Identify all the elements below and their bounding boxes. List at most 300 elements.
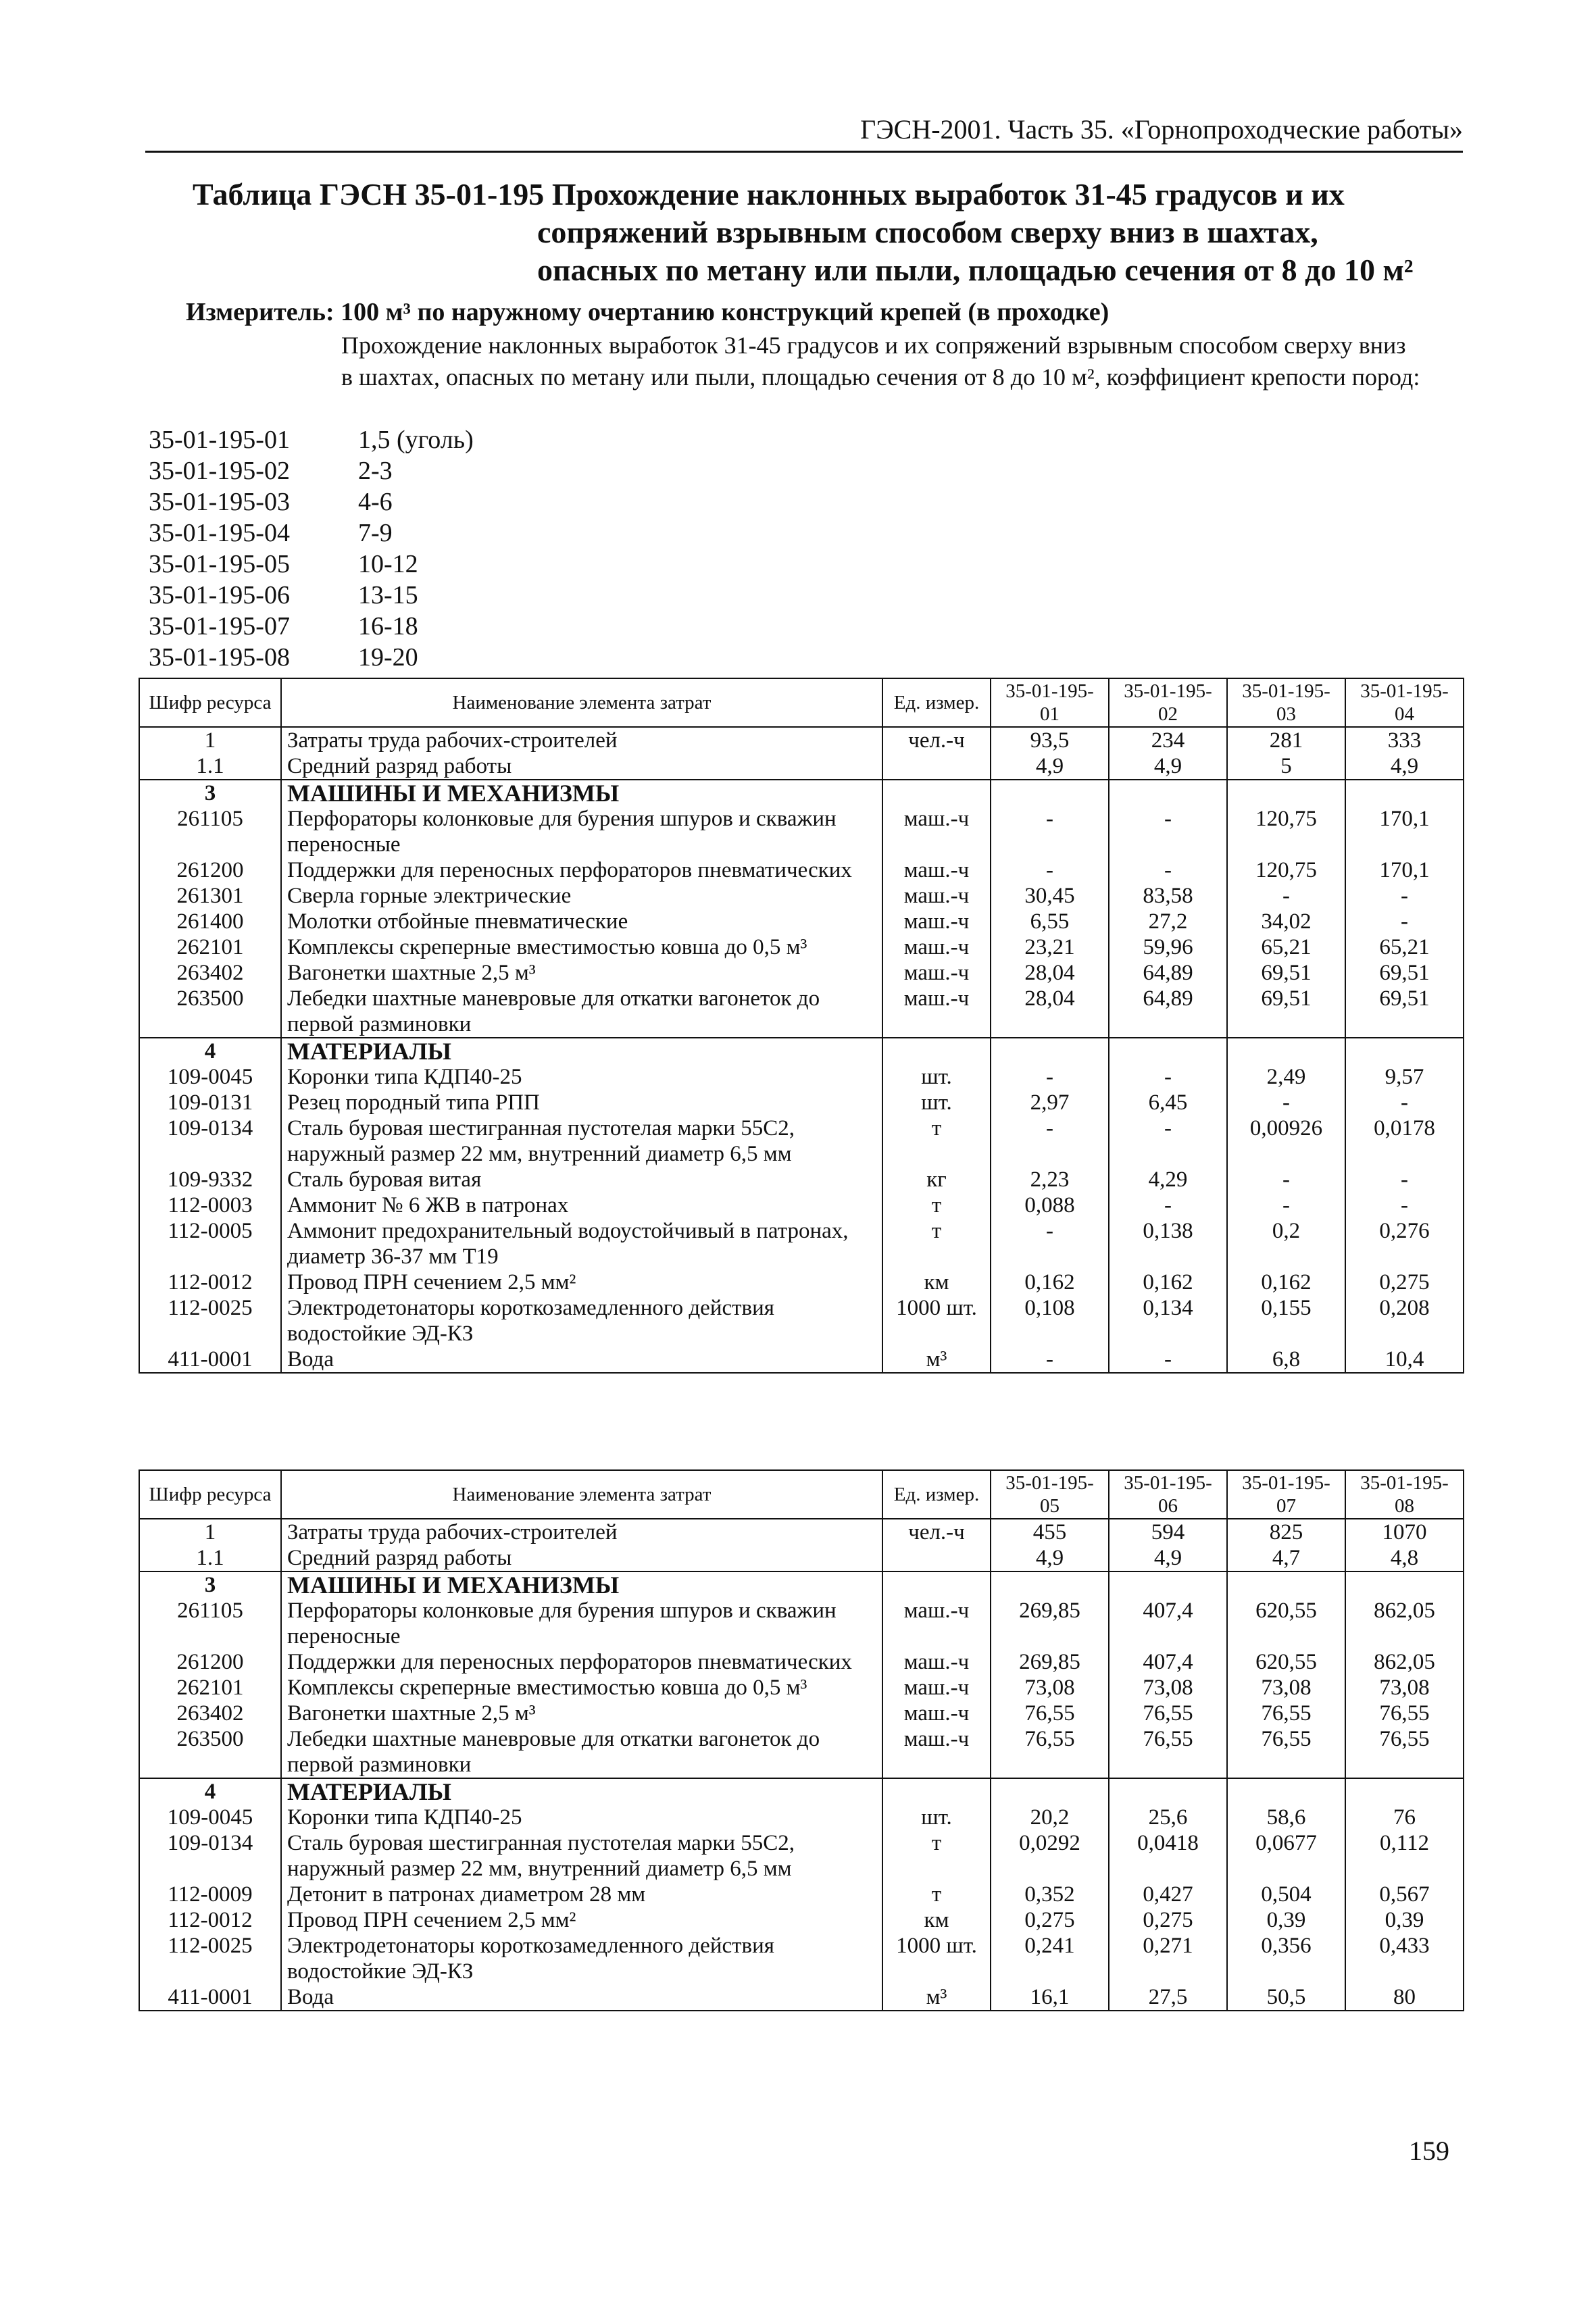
norm-code: 35-01-195-05	[149, 550, 290, 578]
resource-code: 112-0025	[139, 1295, 281, 1347]
norm-value	[1345, 780, 1464, 806]
norm-value: 862,05	[1345, 1598, 1464, 1649]
norm-value: 407,4	[1109, 1649, 1227, 1675]
norm-value: 50,5	[1227, 1984, 1345, 2011]
norm-code: 35-01-195-06	[149, 581, 290, 609]
table-row	[139, 1726, 1464, 1778]
norm-value: -	[1345, 1167, 1464, 1192]
unit: маш.-ч	[882, 986, 991, 1038]
norm-value: -	[991, 1347, 1109, 1373]
norm-value: 2,23	[991, 1167, 1109, 1192]
resource-code: 4	[139, 1778, 281, 1805]
norm-value: 620,55	[1227, 1598, 1345, 1649]
rock-hardness-value: 7-9	[358, 519, 393, 547]
norm-value: 10,4	[1345, 1347, 1464, 1373]
unit: кг	[882, 1167, 991, 1192]
norm-value: -	[1109, 1347, 1227, 1373]
cost-element-name: Затраты труда рабочих-строителей	[281, 1519, 882, 1545]
norm-value: 594	[1109, 1519, 1227, 1545]
table-row	[139, 909, 1464, 934]
header-unit: Ед. измер.	[882, 1470, 991, 1519]
norm-value: 23,21	[991, 934, 1109, 960]
header-col-3: 35-01-195-07	[1227, 1470, 1345, 1519]
norm-value	[1227, 1778, 1345, 1805]
unit: т	[882, 1830, 991, 1882]
norm-value: -	[991, 1218, 1109, 1269]
norm-value: -	[1109, 857, 1227, 883]
norm-value: 76,55	[991, 1726, 1109, 1778]
code-list-item	[149, 549, 474, 580]
resource-code: 1.1	[139, 753, 281, 780]
cost-element-name: Аммонит предохранительный водоустойчивый в патронах, диаметр 36-37 мм Т19	[281, 1218, 882, 1269]
cost-element-name: Перфораторы колонковые для бурения шпуров и скважин переносные	[281, 806, 882, 857]
norm-value	[991, 1571, 1109, 1598]
norm-value: -	[1109, 1115, 1227, 1167]
resource-code: 109-0134	[139, 1115, 281, 1167]
table-row	[139, 1933, 1464, 1984]
norm-value: 9,57	[1345, 1064, 1464, 1090]
resource-code: 411-0001	[139, 1984, 281, 2011]
cost-element-name: Комплексы скреперные вместимостью ковша до 0,5 м³	[281, 1675, 882, 1701]
norm-value: 28,04	[991, 986, 1109, 1038]
norm-value: 0,276	[1345, 1218, 1464, 1269]
cost-element-name: Поддержки для переносных перфораторов пневматических	[281, 1649, 882, 1675]
table-title	[193, 176, 1463, 289]
norm-code: 35-01-195-07	[149, 612, 290, 640]
norm-value: 0,0178	[1345, 1115, 1464, 1167]
norm-value	[1345, 1571, 1464, 1598]
unit: маш.-ч	[882, 1649, 991, 1675]
table-row	[139, 1295, 1464, 1347]
norm-value: 20,2	[991, 1805, 1109, 1830]
norm-value: 281	[1227, 727, 1345, 753]
norm-value	[1227, 1571, 1345, 1598]
cost-element-name: Сверла горные электрические	[281, 883, 882, 909]
section-title: МАШИНЫ И МЕХАНИЗМЫ	[281, 1571, 882, 1598]
table-row	[139, 1545, 1464, 1571]
cost-element-name: Электродетонаторы короткозамедленного действия водостойкие ЭД-КЗ	[281, 1295, 882, 1347]
norm-value: 4,9	[1345, 753, 1464, 780]
resource-code: 262101	[139, 934, 281, 960]
norm-value: 27,2	[1109, 909, 1227, 934]
cost-element-name: Молотки отбойные пневматические	[281, 909, 882, 934]
cost-element-name: Сталь буровая шестигранная пустотелая марки 55С2, наружный размер 22 мм, внутренний диаметр 6,5 мм	[281, 1115, 882, 1167]
resource-code: 109-0131	[139, 1090, 281, 1115]
unit	[882, 1571, 991, 1598]
table-row	[139, 1598, 1464, 1649]
cost-element-name: Средний разряд работы	[281, 753, 882, 780]
unit: т	[882, 1115, 991, 1167]
cost-element-name: Провод ПРН сечением 2,5 мм²	[281, 1269, 882, 1295]
table-row	[139, 727, 1464, 753]
unit: т	[882, 1218, 991, 1269]
unit: 1000 шт.	[882, 1295, 991, 1347]
norm-value	[1227, 780, 1345, 806]
table-row	[139, 1984, 1464, 2011]
rock-hardness-value: 16-18	[358, 612, 418, 640]
norm-value: 76	[1345, 1805, 1464, 1830]
norm-value: 76,55	[1109, 1701, 1227, 1726]
norm-value: 120,75	[1227, 857, 1345, 883]
norm-value: 59,96	[1109, 934, 1227, 960]
norm-value: 76,55	[1227, 1701, 1345, 1726]
norm-value: 6,8	[1227, 1347, 1345, 1373]
norm-value: 93,5	[991, 727, 1109, 753]
resource-code: 112-0009	[139, 1882, 281, 1907]
norm-value	[1109, 1038, 1227, 1064]
norm-value: -	[991, 857, 1109, 883]
norm-value: -	[991, 806, 1109, 857]
resource-code: 261301	[139, 883, 281, 909]
rock-hardness-value: 19-20	[358, 643, 418, 672]
cost-element-name: Резец породный типа РПП	[281, 1090, 882, 1115]
code-list-item	[149, 486, 474, 518]
norm-value: 16,1	[991, 1984, 1109, 2011]
table-row	[139, 1519, 1464, 1545]
norm-value: -	[1345, 1192, 1464, 1218]
norm-code: 35-01-195-03	[149, 488, 290, 516]
norm-value: 0,275	[991, 1907, 1109, 1933]
unit: шт.	[882, 1064, 991, 1090]
cost-element-name: Вагонетки шахтные 2,5 м³	[281, 1701, 882, 1726]
norm-value: 4,7	[1227, 1545, 1345, 1571]
unit: чел.-ч	[882, 1519, 991, 1545]
norm-value: 80	[1345, 1984, 1464, 2011]
norms-table-1	[139, 678, 1464, 1374]
norm-value: 0,567	[1345, 1882, 1464, 1907]
section-title: МАТЕРИАЛЫ	[281, 1778, 882, 1805]
norm-value: -	[1227, 1090, 1345, 1115]
norm-value	[1109, 1778, 1227, 1805]
header-code: Шифр ресурса	[139, 678, 281, 727]
running-header: ГЭСН-2001. Часть 35. «Горнопроходческие работы»	[145, 114, 1463, 153]
unit	[882, 1778, 991, 1805]
norm-value: 73,08	[1345, 1675, 1464, 1701]
norm-value: -	[1109, 1064, 1227, 1090]
rock-hardness-value: 10-12	[358, 550, 418, 578]
table-row	[139, 1115, 1464, 1167]
table-row	[139, 1192, 1464, 1218]
unit: маш.-ч	[882, 1701, 991, 1726]
header-col-4: 35-01-195-04	[1345, 678, 1464, 727]
unit: маш.-ч	[882, 883, 991, 909]
code-list-item	[149, 642, 474, 673]
unit: шт.	[882, 1090, 991, 1115]
unit: 1000 шт.	[882, 1933, 991, 1984]
resource-code: 109-0045	[139, 1064, 281, 1090]
table-row	[139, 986, 1464, 1038]
code-list	[149, 424, 474, 673]
resource-code: 109-0134	[139, 1830, 281, 1882]
norm-value: 4,8	[1345, 1545, 1464, 1571]
norm-code: 35-01-195-04	[149, 519, 290, 547]
norm-value: 4,9	[1109, 753, 1227, 780]
norm-value: -	[991, 1064, 1109, 1090]
norm-value: 6,45	[1109, 1090, 1227, 1115]
code-list-item	[149, 455, 474, 486]
section-title: МАШИНЫ И МЕХАНИЗМЫ	[281, 780, 882, 806]
cost-element-name: Средний разряд работы	[281, 1545, 882, 1571]
header-col-2: 35-01-195-06	[1109, 1470, 1227, 1519]
norm-value: 65,21	[1345, 934, 1464, 960]
unit: маш.-ч	[882, 1598, 991, 1649]
norm-value	[991, 780, 1109, 806]
norm-value: -	[1345, 883, 1464, 909]
table-row	[139, 1038, 1464, 1064]
norm-value: 0,433	[1345, 1933, 1464, 1984]
table-header-row	[139, 678, 1464, 727]
norm-value: 25,6	[1109, 1805, 1227, 1830]
cost-element-name: Лебедки шахтные маневровые для откатки вагонеток до первой разминовки	[281, 1726, 882, 1778]
norm-value: 6,55	[991, 909, 1109, 934]
norm-value: 0,162	[1109, 1269, 1227, 1295]
norm-value: 407,4	[1109, 1598, 1227, 1649]
norm-value: -	[1109, 806, 1227, 857]
norm-code: 35-01-195-01	[149, 426, 290, 454]
norm-value: 5	[1227, 753, 1345, 780]
norm-value: 69,51	[1227, 986, 1345, 1038]
norm-value: 0,241	[991, 1933, 1109, 1984]
resource-code: 112-0012	[139, 1269, 281, 1295]
norm-value: 825	[1227, 1519, 1345, 1545]
title-text-1: Прохождение наклонных выработок 31-45 градусов и их	[551, 177, 1345, 211]
title-line-1	[193, 176, 1463, 213]
norm-value: 83,58	[1109, 883, 1227, 909]
unit: м³	[882, 1347, 991, 1373]
norm-value: 73,08	[1109, 1675, 1227, 1701]
norm-value: 64,89	[1109, 986, 1227, 1038]
table-row	[139, 1675, 1464, 1701]
cost-element-name: Коронки типа КДП40-25	[281, 1064, 882, 1090]
unit: чел.-ч	[882, 727, 991, 753]
table-row	[139, 1090, 1464, 1115]
norm-value: 234	[1109, 727, 1227, 753]
norm-code: 35-01-195-02	[149, 457, 290, 485]
table-row	[139, 1571, 1464, 1598]
norm-value: 76,55	[1109, 1726, 1227, 1778]
table-row	[139, 1218, 1464, 1269]
norm-value: 0,356	[1227, 1933, 1345, 1984]
norm-value: 0,112	[1345, 1830, 1464, 1882]
resource-code: 112-0012	[139, 1907, 281, 1933]
resource-code: 262101	[139, 1675, 281, 1701]
rock-hardness-value: 4-6	[358, 488, 393, 516]
norms-table-2	[139, 1469, 1464, 2011]
header-unit: Ед. измер.	[882, 678, 991, 727]
table-row	[139, 1347, 1464, 1373]
norm-value: 64,89	[1109, 960, 1227, 986]
resource-code: 1	[139, 727, 281, 753]
norm-value: 0,39	[1345, 1907, 1464, 1933]
norm-value: 0,504	[1227, 1882, 1345, 1907]
header-name: Наименование элемента затрат	[281, 1470, 882, 1519]
norm-value: 69,51	[1345, 986, 1464, 1038]
norm-value: 455	[991, 1519, 1109, 1545]
norm-value	[1109, 1571, 1227, 1598]
rock-hardness-value: 2-3	[358, 457, 393, 485]
work-description: Прохождение наклонных выработок 31-45 градусов и их сопряжений взрывным способом сверху вниз в шахтах, опасных по метану или пыли, площадью сечения от 8 до 10 м², коэффициент крепости пород:	[341, 332, 1420, 391]
norm-value: 4,9	[1109, 1545, 1227, 1571]
unit: маш.-ч	[882, 1675, 991, 1701]
resource-code: 263500	[139, 986, 281, 1038]
norm-value: 0,00926	[1227, 1115, 1345, 1167]
code-list-item	[149, 518, 474, 549]
unit: маш.-ч	[882, 909, 991, 934]
resource-code: 3	[139, 1571, 281, 1598]
unit	[882, 1545, 991, 1571]
cost-element-name: Перфораторы колонковые для бурения шпуров и скважин переносные	[281, 1598, 882, 1649]
header-col-1: 35-01-195-01	[991, 678, 1109, 727]
table-row	[139, 780, 1464, 806]
table-row	[139, 806, 1464, 857]
norm-value: 620,55	[1227, 1649, 1345, 1675]
unit: шт.	[882, 1805, 991, 1830]
norm-value: -	[1345, 909, 1464, 934]
resource-code: 261105	[139, 806, 281, 857]
resource-code: 112-0025	[139, 1933, 281, 1984]
norm-value: 0,0677	[1227, 1830, 1345, 1882]
norm-value: 170,1	[1345, 857, 1464, 883]
cost-element-name: Вагонетки шахтные 2,5 м³	[281, 960, 882, 986]
norm-value: 0,427	[1109, 1882, 1227, 1907]
norm-value	[1345, 1038, 1464, 1064]
table-row	[139, 1167, 1464, 1192]
title-line-2: сопряжений взрывным способом сверху вниз в шахтах,	[537, 215, 1318, 249]
unit: маш.-ч	[882, 857, 991, 883]
table-row	[139, 753, 1464, 780]
table-row	[139, 857, 1464, 883]
table-row	[139, 883, 1464, 909]
table-row	[139, 1649, 1464, 1675]
cost-element-name: Вода	[281, 1347, 882, 1373]
table-row	[139, 1701, 1464, 1726]
norm-value: -	[1227, 1167, 1345, 1192]
header-col-4: 35-01-195-08	[1345, 1470, 1464, 1519]
cost-element-name: Провод ПРН сечением 2,5 мм²	[281, 1907, 882, 1933]
unit	[882, 1038, 991, 1064]
norm-value: -	[991, 1115, 1109, 1167]
resource-code: 261200	[139, 857, 281, 883]
cost-element-name: Сталь буровая витая	[281, 1167, 882, 1192]
resource-code: 1	[139, 1519, 281, 1545]
cost-element-name: Лебедки шахтные маневровые для откатки вагонеток до первой разминовки	[281, 986, 882, 1038]
norm-value: 0,2	[1227, 1218, 1345, 1269]
norm-value: 28,04	[991, 960, 1109, 986]
resource-code: 3	[139, 780, 281, 806]
norm-value: 120,75	[1227, 806, 1345, 857]
norm-value: 4,9	[991, 1545, 1109, 1571]
norm-value: 0,275	[1345, 1269, 1464, 1295]
cost-element-name: Затраты труда рабочих-строителей	[281, 727, 882, 753]
norm-value: -	[1227, 1192, 1345, 1218]
header-code: Шифр ресурса	[139, 1470, 281, 1519]
norm-value: 0,208	[1345, 1295, 1464, 1347]
table-row	[139, 960, 1464, 986]
norm-value: 269,85	[991, 1649, 1109, 1675]
unit	[882, 780, 991, 806]
norm-value	[1109, 780, 1227, 806]
resource-code: 112-0003	[139, 1192, 281, 1218]
header-col-2: 35-01-195-02	[1109, 678, 1227, 727]
table-row	[139, 1064, 1464, 1090]
norm-code: 35-01-195-08	[149, 643, 290, 672]
norm-value: 69,51	[1227, 960, 1345, 986]
norm-value: 76,55	[1227, 1726, 1345, 1778]
resource-code: 109-0045	[139, 1805, 281, 1830]
code-list-item	[149, 580, 474, 611]
resource-code: 263402	[139, 1701, 281, 1726]
norm-value	[1345, 1778, 1464, 1805]
norm-value: 862,05	[1345, 1649, 1464, 1675]
norm-value: 58,6	[1227, 1805, 1345, 1830]
section-title: МАТЕРИАЛЫ	[281, 1038, 882, 1064]
norm-value: 76,55	[1345, 1701, 1464, 1726]
unit: маш.-ч	[882, 960, 991, 986]
resource-code: 112-0005	[139, 1218, 281, 1269]
table-row	[139, 1830, 1464, 1882]
cost-element-name: Сталь буровая шестигранная пустотелая марки 55С2, наружный размер 22 мм, внутренний диаметр 6,5 мм	[281, 1830, 882, 1882]
norm-value: 69,51	[1345, 960, 1464, 986]
resource-code: 261400	[139, 909, 281, 934]
rock-hardness-value: 13-15	[358, 581, 418, 609]
norm-value: 0,0292	[991, 1830, 1109, 1882]
norm-value	[1227, 1038, 1345, 1064]
norm-value: 0,162	[1227, 1269, 1345, 1295]
unit: маш.-ч	[882, 806, 991, 857]
table-row	[139, 1882, 1464, 1907]
unit: маш.-ч	[882, 1726, 991, 1778]
cost-element-name: Вода	[281, 1984, 882, 2011]
resource-code: 4	[139, 1038, 281, 1064]
norm-value: 2,49	[1227, 1064, 1345, 1090]
table-row	[139, 1269, 1464, 1295]
norm-value: 0,138	[1109, 1218, 1227, 1269]
unit: т	[882, 1882, 991, 1907]
cost-element-name: Аммонит № 6 ЖВ в патронах	[281, 1192, 882, 1218]
norm-value: -	[1109, 1192, 1227, 1218]
title-line-3: опасных по метану или пыли, площадью сечения от 8 до 10 м²	[537, 253, 1414, 287]
resource-code: 263500	[139, 1726, 281, 1778]
norm-value: 34,02	[1227, 909, 1345, 934]
norm-value: 0,0418	[1109, 1830, 1227, 1882]
norm-value: 27,5	[1109, 1984, 1227, 2011]
norm-value: 1070	[1345, 1519, 1464, 1545]
page-number: 159	[1409, 2136, 1449, 2166]
norm-value: 0,155	[1227, 1295, 1345, 1347]
norm-value	[991, 1778, 1109, 1805]
norm-value: 30,45	[991, 883, 1109, 909]
norm-value: 170,1	[1345, 806, 1464, 857]
cost-element-name: Коронки типа КДП40-25	[281, 1805, 882, 1830]
measurer-line: Измеритель: 100 м³ по наружному очертанию конструкций крепей (в проходке)	[186, 298, 1109, 326]
norm-value: 0,108	[991, 1295, 1109, 1347]
norm-value: 0,39	[1227, 1907, 1345, 1933]
table-header-row	[139, 1470, 1464, 1519]
unit	[882, 753, 991, 780]
header-col-3: 35-01-195-03	[1227, 678, 1345, 727]
code-list-item	[149, 611, 474, 642]
table-row	[139, 934, 1464, 960]
norm-value: 0,271	[1109, 1933, 1227, 1984]
code-list-item	[149, 424, 474, 455]
resource-code: 109-9332	[139, 1167, 281, 1192]
norm-value: 65,21	[1227, 934, 1345, 960]
table-row	[139, 1778, 1464, 1805]
unit: маш.-ч	[882, 934, 991, 960]
norm-value: 333	[1345, 727, 1464, 753]
norm-value: 76,55	[991, 1701, 1109, 1726]
header-col-1: 35-01-195-05	[991, 1470, 1109, 1519]
